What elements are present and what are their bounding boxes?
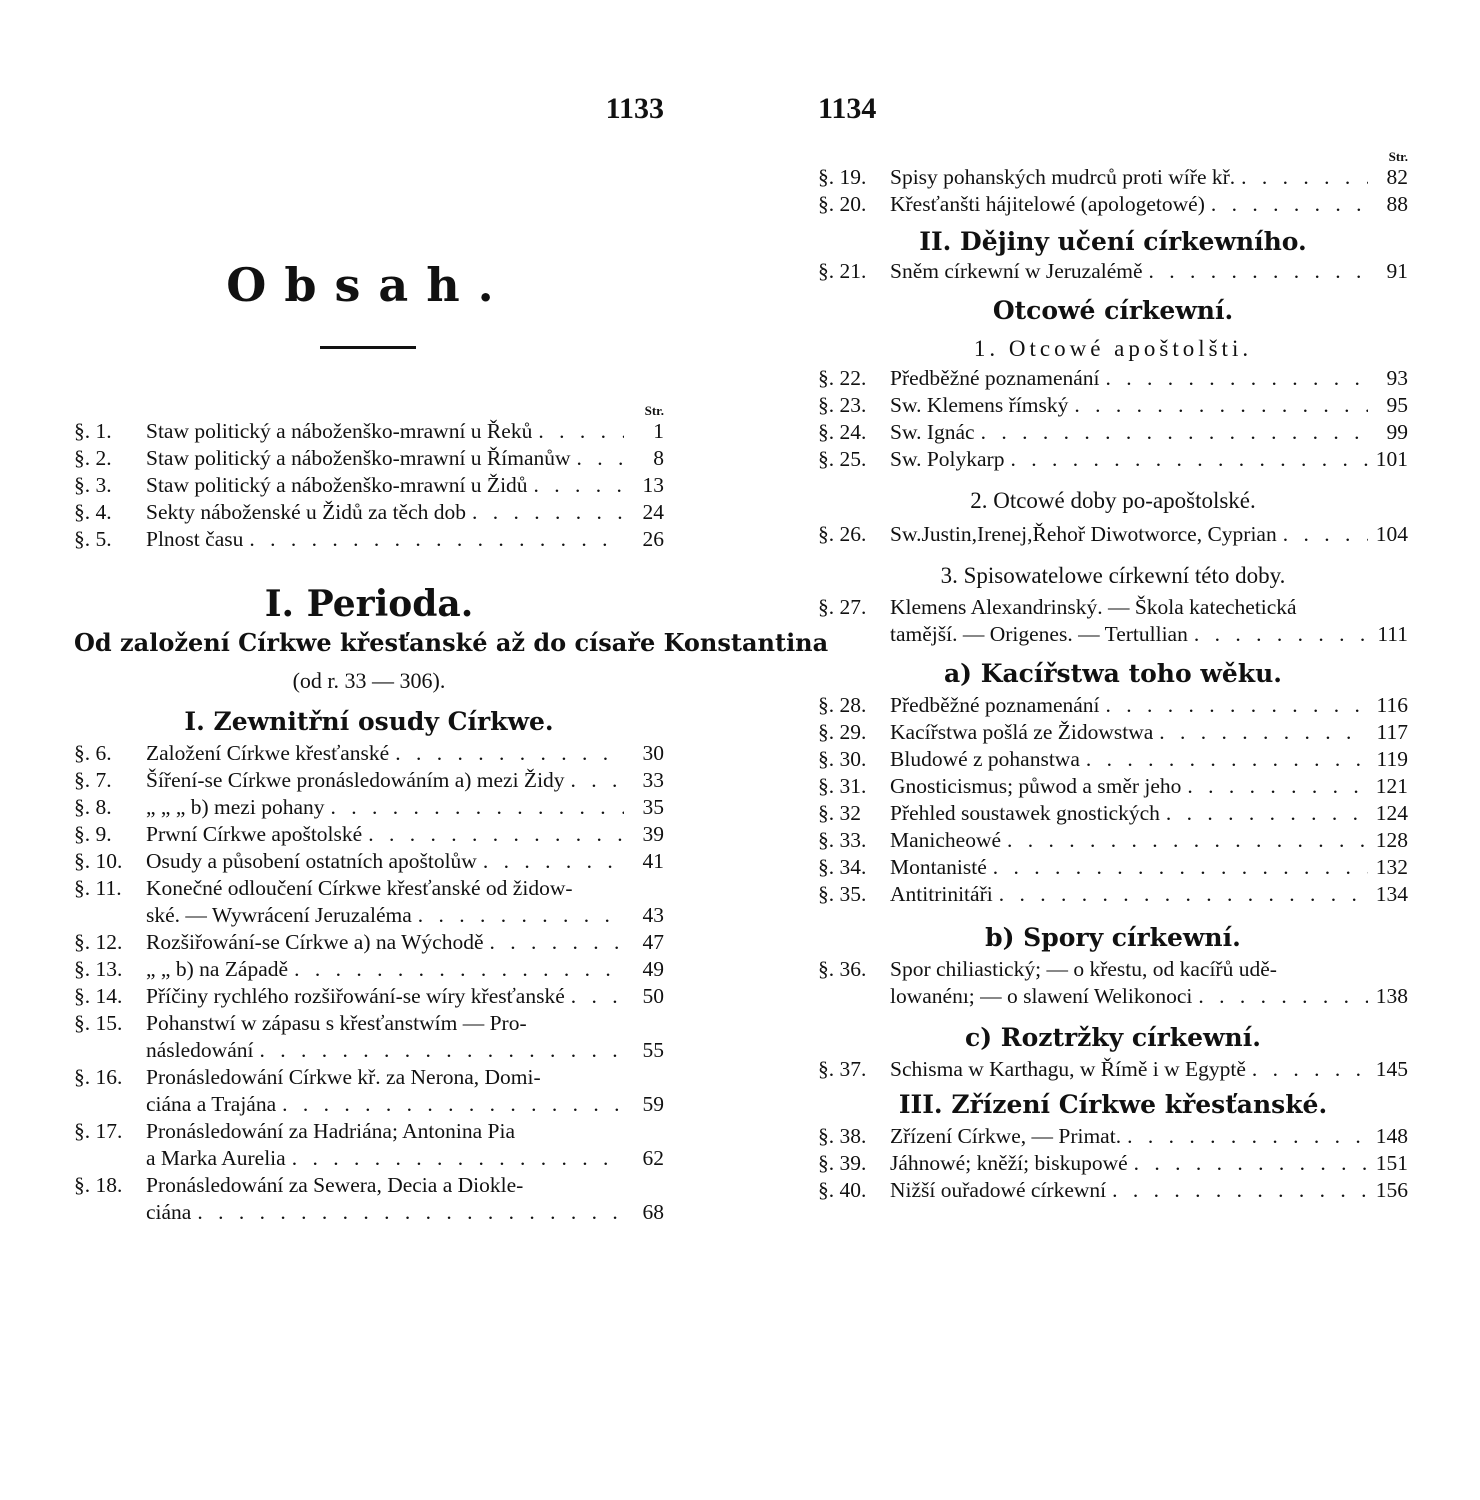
dot-leader — [1001, 827, 1368, 854]
page-ref: 95 — [1386, 393, 1408, 417]
entry-title: Staw politický a náboženško-mrawní u Římanůw — [146, 446, 571, 470]
section-number: §. 26. — [818, 522, 867, 546]
entry-title: Plnost času — [146, 527, 244, 551]
subsection-heading: 3. Spisowatelowe církewní této doby. — [940, 563, 1286, 588]
period-section — [74, 582, 829, 1226]
section-number: §. 16. — [74, 1065, 123, 1089]
toc-entry — [74, 821, 664, 848]
section-number: §. 25. — [818, 447, 867, 471]
page-ref: 134 — [1375, 882, 1408, 906]
entry-body — [146, 499, 664, 526]
toc-entry — [818, 1177, 1408, 1204]
section-number: §. 7. — [74, 768, 112, 792]
page-ref: 88 — [1386, 192, 1408, 216]
page-ref: 99 — [1386, 420, 1408, 444]
page-ref: 49 — [642, 957, 664, 981]
entry-title: Sw. Polykarp — [890, 447, 1005, 471]
toc-entry — [74, 1172, 664, 1199]
toc-entry — [818, 258, 1408, 285]
entry-title: Antitrinitáři — [890, 882, 993, 906]
toc-entry-continuation — [74, 1145, 664, 1172]
section-number: §. 33. — [818, 828, 867, 852]
page-ref: 55 — [642, 1038, 664, 1062]
toc-entry-continuation — [74, 1037, 664, 1064]
page-ref: 43 — [642, 903, 664, 927]
entry-body — [146, 1172, 664, 1199]
section-number: §. 2. — [74, 446, 112, 470]
page-ref: 121 — [1375, 774, 1408, 798]
section-number: §. 38. — [818, 1124, 867, 1148]
dot-leader — [1100, 365, 1368, 392]
section-number: §. 39. — [818, 1151, 867, 1175]
entry-title: Jáhnowé; kněží; biskupowé — [890, 1151, 1128, 1175]
section-number: §. 6. — [74, 741, 112, 765]
dot-leader — [1235, 164, 1368, 191]
entry-body — [146, 526, 664, 553]
dot-leader — [389, 740, 624, 767]
section-number: §. 4. — [74, 500, 112, 524]
section-number: §. 5. — [74, 527, 112, 551]
section-number: §. 24. — [818, 420, 867, 444]
toc-entry — [818, 594, 1408, 621]
section-number: §. 36. — [818, 957, 867, 981]
toc-entry — [818, 827, 1408, 854]
entry-body — [890, 594, 1408, 621]
toc-entry — [818, 446, 1408, 473]
page-ref: 50 — [642, 984, 664, 1008]
page-ref: 145 — [1375, 1057, 1408, 1081]
period-title: I. Perioda. — [264, 583, 474, 625]
entry-title: Sw.Justin,Irenej,Řehoř Diwotworce, Cyprian — [890, 522, 1277, 546]
page-ref: 39 — [642, 822, 664, 846]
dot-leader — [484, 929, 624, 956]
entry-body — [890, 854, 1408, 881]
entry-body — [890, 1177, 1408, 1204]
str-column-label: Str. — [644, 403, 664, 418]
entry-title: Spisy pohanských mudrců proti wíře kř. — [890, 165, 1236, 189]
dot-leader — [477, 848, 624, 875]
entry-title: ciána a Trajána — [146, 1092, 277, 1116]
toc-list — [818, 692, 1408, 908]
page-ref: 138 — [1375, 984, 1408, 1008]
dot-leader — [1181, 773, 1368, 800]
entry-body — [146, 902, 664, 929]
period-subtitle: Od založení Církwe křesťanské až do císaře Konstantina — [74, 628, 829, 657]
toc-entry — [74, 956, 664, 983]
title-rule — [320, 346, 416, 349]
dot-leader — [288, 956, 624, 983]
entry-title: Staw politický a náboženško-mrawní u Řeků — [146, 419, 533, 443]
entry-body — [890, 446, 1408, 473]
toc-entry — [818, 392, 1408, 419]
entry-title: lowanénı; — o slawení Welikonoci — [890, 984, 1193, 1008]
entry-body — [890, 164, 1408, 191]
section-number: §. 15. — [74, 1011, 123, 1035]
entry-title: a Marka Aurelia — [146, 1146, 286, 1170]
entry-title: Prwní Církwe apoštolské — [146, 822, 363, 846]
dot-leader — [532, 418, 624, 445]
toc-entry-continuation — [74, 902, 664, 929]
dot-leader — [993, 881, 1368, 908]
page-ref: 59 — [642, 1092, 664, 1116]
entry-body — [146, 1064, 664, 1091]
section-number: §. 9. — [74, 822, 112, 846]
page-number: 1133 — [605, 92, 664, 125]
page-ref: 119 — [1376, 747, 1408, 771]
period-range: (od r. 33 — 306). — [292, 668, 446, 693]
section-number: §. 1. — [74, 419, 112, 443]
entry-body — [890, 621, 1408, 648]
dot-leader — [528, 472, 624, 499]
section-number: §. 23. — [818, 393, 867, 417]
section-number: §. 28. — [818, 693, 867, 717]
entry-title: „ „ b) na Západě — [146, 957, 289, 981]
entry-title: Zřízení Církwe, — Primat. — [890, 1124, 1122, 1148]
page-ref: 117 — [1376, 720, 1408, 744]
entry-body — [890, 392, 1408, 419]
section-heading: Otcowé církewní. — [992, 296, 1234, 325]
toc-entry-continuation — [74, 1199, 664, 1226]
entry-body — [146, 956, 664, 983]
entry-title: Sw. Ignác — [890, 420, 975, 444]
dot-leader — [1153, 719, 1368, 746]
page-ref: 111 — [1377, 622, 1408, 646]
toc-entry — [74, 794, 664, 821]
toc-list — [74, 740, 664, 1226]
entry-body — [146, 1010, 664, 1037]
entry-title: ciána — [146, 1200, 192, 1224]
section-heading: II. Dějiny učení církewního. — [919, 227, 1307, 256]
entry-title: Nižší ouřadowé církewní — [890, 1178, 1107, 1202]
toc-entry-continuation — [818, 621, 1408, 648]
toc-entry — [74, 740, 664, 767]
subsection-heading: 1. Otcowé apoštolšti. — [973, 336, 1253, 361]
dot-leader — [1100, 692, 1368, 719]
entry-body — [890, 419, 1408, 446]
section-heading: III. Zřízení Církwe křesťanské. — [898, 1090, 1328, 1119]
dot-leader — [276, 1091, 624, 1118]
entry-body — [146, 767, 664, 794]
entry-body — [146, 445, 664, 472]
page-ref: 30 — [642, 741, 664, 765]
entry-body — [890, 191, 1408, 218]
toc-entry — [818, 1150, 1408, 1177]
toc-list — [818, 1123, 1408, 1204]
section-number: §. 18. — [74, 1173, 123, 1197]
toc-list — [818, 365, 1408, 473]
entry-title: Rozšiřowání-se Církwe a) na Wýchodě — [146, 930, 484, 954]
toc-entry — [74, 848, 664, 875]
entry-title: Kacířstwa pošlá ze Židowstwa — [890, 720, 1154, 744]
entry-body — [890, 258, 1408, 285]
dot-leader — [565, 767, 624, 794]
entry-body — [890, 365, 1408, 392]
dot-leader — [1160, 800, 1368, 827]
dot-leader — [191, 1199, 624, 1226]
section-number: §. 14. — [74, 984, 123, 1008]
toc-entry — [818, 746, 1408, 773]
dot-leader — [565, 983, 624, 1010]
section-number: §. 27. — [818, 595, 867, 619]
page-ref: 116 — [1376, 693, 1408, 717]
page-ref: 132 — [1375, 855, 1408, 879]
toc-list — [74, 418, 664, 553]
toc-entry — [818, 191, 1408, 218]
section-number: §. 10. — [74, 849, 123, 873]
page-ref: 128 — [1375, 828, 1408, 852]
subsection-heading: 2. Otcowé doby po-apoštolské. — [970, 488, 1256, 513]
entry-title: Předběžné poznamenání — [890, 366, 1100, 390]
entry-body — [890, 746, 1408, 773]
entry-body — [146, 1118, 664, 1145]
dot-leader — [1143, 258, 1368, 285]
entry-title: Schisma w Karthagu, w Římě i w Egyptě — [890, 1057, 1246, 1081]
toc-entry — [74, 929, 664, 956]
entry-title: Bludowé z pohanstwa — [890, 747, 1080, 771]
dot-leader — [1192, 983, 1368, 1010]
entry-body — [146, 418, 664, 445]
toc-entry — [74, 983, 664, 1010]
dot-leader — [466, 499, 624, 526]
intro-section — [74, 404, 664, 553]
toc-entry — [818, 956, 1408, 983]
dot-leader — [253, 1037, 624, 1064]
entry-title: Křesťanšti hájitelowé (apologetowé) — [890, 192, 1205, 216]
entry-body — [890, 881, 1408, 908]
page-ref: 93 — [1386, 366, 1408, 390]
entry-body — [146, 1145, 664, 1172]
entry-body — [146, 848, 664, 875]
toc-entry — [818, 881, 1408, 908]
dot-leader — [1004, 446, 1368, 473]
toc-entry — [74, 1118, 664, 1145]
page-ref: 8 — [653, 446, 664, 470]
section-number: §. 13. — [74, 957, 123, 981]
toc-entry — [818, 854, 1408, 881]
entry-title: ské. — Wywrácení Jeruzaléma — [146, 903, 412, 927]
entry-body — [890, 983, 1408, 1010]
dot-leader — [975, 419, 1368, 446]
entry-body — [146, 1091, 664, 1118]
section-number: §. 19. — [818, 165, 867, 189]
entry-body — [146, 929, 664, 956]
entry-body — [146, 740, 664, 767]
entry-title: Osudy a působení ostatních apoštolůw — [146, 849, 477, 873]
toc-entry — [818, 1123, 1408, 1150]
dot-leader — [1106, 1177, 1368, 1204]
dot-leader — [412, 902, 624, 929]
page-ref: 82 — [1386, 165, 1408, 189]
toc-list — [818, 164, 1408, 218]
page-ref: 13 — [642, 473, 664, 497]
page-number: 1134 — [818, 92, 877, 125]
toc-entry — [818, 719, 1408, 746]
entry-body — [146, 821, 664, 848]
toc-entry — [818, 365, 1408, 392]
entry-body — [890, 1123, 1408, 1150]
entry-title: Staw politický a náboženško-mrawní u Židů — [146, 473, 528, 497]
toc-entry — [74, 1064, 664, 1091]
entry-body — [890, 692, 1408, 719]
section-heading: b) Spory církewní. — [985, 923, 1241, 952]
section-number: §. 30. — [818, 747, 867, 771]
str-column-label: Str. — [1388, 149, 1408, 164]
toc-entry — [818, 419, 1408, 446]
toc-entry — [818, 800, 1408, 827]
toc-list — [818, 258, 1408, 285]
dot-leader — [243, 526, 624, 553]
entry-body — [890, 956, 1408, 983]
entry-title: Příčiny rychlého rozšiřowání-se wíry křesťanské — [146, 984, 565, 1008]
section-heading: a) Kacířstwa toho wěku. — [943, 659, 1282, 688]
section-heading: I. Zewnitřní osudy Církwe. — [184, 707, 554, 736]
dot-leader — [1068, 392, 1368, 419]
right-toc-content — [818, 150, 1408, 1204]
section-number: §. 32 — [818, 801, 861, 825]
entry-title: tamější. — Origenes. — Tertullian — [890, 622, 1188, 646]
entry-title: Předběžné poznamenání — [890, 693, 1100, 717]
page-ref: 33 — [642, 768, 664, 792]
entry-body — [890, 521, 1408, 548]
page-ref: 47 — [642, 930, 664, 954]
page-ref: 62 — [642, 1146, 664, 1170]
toc-entry-continuation — [818, 983, 1408, 1010]
toc-entry — [74, 445, 664, 472]
toc-entry — [74, 472, 664, 499]
dot-leader — [1277, 521, 1368, 548]
entry-body — [146, 472, 664, 499]
dot-leader — [1205, 191, 1368, 218]
section-number: §. 31. — [818, 774, 867, 798]
entry-title: následowání — [146, 1038, 254, 1062]
section-number: §. 3. — [74, 473, 112, 497]
entry-body — [890, 1056, 1408, 1083]
dot-leader — [1188, 621, 1368, 648]
page-ref: 35 — [642, 795, 664, 819]
dot-leader — [286, 1145, 624, 1172]
page-ref: 1 — [653, 419, 664, 443]
toc-entry-continuation — [74, 1091, 664, 1118]
page-ref: 124 — [1375, 801, 1408, 825]
section-number: §. 21. — [818, 259, 867, 283]
page-ref: 68 — [642, 1200, 664, 1224]
entry-body — [890, 1150, 1408, 1177]
toc-entry — [818, 773, 1408, 800]
page-ref: 156 — [1375, 1178, 1408, 1202]
toc-list — [818, 594, 1408, 648]
section-number: §. 40. — [818, 1178, 867, 1202]
dot-leader — [1080, 746, 1368, 773]
toc-entry — [74, 767, 664, 794]
entry-title: Přehled soustawek gnostických — [890, 801, 1160, 825]
section-number: §. 17. — [74, 1119, 123, 1143]
page-ref: 148 — [1375, 1124, 1408, 1148]
entry-body — [146, 1199, 664, 1226]
entry-body — [890, 827, 1408, 854]
entry-body — [146, 983, 664, 1010]
section-number: §. 34. — [818, 855, 867, 879]
toc-list — [818, 521, 1408, 548]
section-number: §. 11. — [74, 876, 122, 900]
entry-body — [146, 794, 664, 821]
dot-leader — [1121, 1123, 1368, 1150]
section-number: §. 37. — [818, 1057, 867, 1081]
toc-entry — [818, 692, 1408, 719]
page-title: Obsah. — [226, 258, 512, 312]
toc-entry — [818, 521, 1408, 548]
toc-entry — [818, 164, 1408, 191]
entry-title: Pronásledowání za Sewera, Decia a Diokle- — [146, 1173, 524, 1197]
entry-body — [146, 875, 664, 902]
entry-title: Pronásledowání Církwe kř. za Nerona, Domi- — [146, 1065, 541, 1089]
section-number: §. 35. — [818, 882, 867, 906]
page-ref: 91 — [1386, 259, 1408, 283]
page-ref: 151 — [1375, 1151, 1408, 1175]
entry-title: Pohanstwí w zápasu s křesťanstwím — Pro- — [146, 1011, 527, 1035]
entry-title: Klemens Alexandrinský. — Škola katechetická — [890, 595, 1297, 619]
entry-body — [890, 773, 1408, 800]
toc-entry — [818, 1056, 1408, 1083]
page-ref: 24 — [642, 500, 664, 524]
dot-leader — [1128, 1150, 1368, 1177]
toc-entry — [74, 875, 664, 902]
dot-leader — [362, 821, 624, 848]
entry-title: Šíření-se Církwe pronásledowáním a) mezi Židy — [146, 768, 565, 792]
entry-title: Konečné odloučení Církwe křesťanské od židow- — [146, 876, 573, 900]
toc-entry — [74, 499, 664, 526]
toc-entry — [74, 526, 664, 553]
entry-title: Spor chiliastický; — o křestu, od kacířů udě- — [890, 957, 1277, 981]
section-number: §. 8. — [74, 795, 112, 819]
entry-body — [890, 719, 1408, 746]
entry-title: Gnosticismus; půwod a směr jeho — [890, 774, 1182, 798]
entry-title: Pronásledowání za Hadriána; Antonina Pia — [146, 1119, 515, 1143]
section-heading: c) Roztržky církewní. — [965, 1023, 1261, 1052]
page-ref: 41 — [642, 849, 664, 873]
dot-leader — [325, 794, 625, 821]
entry-title: Sekty náboženské u Židů za těch dob — [146, 500, 467, 524]
section-number: §. 12. — [74, 930, 123, 954]
entry-title: Sw. Klemens římský — [890, 393, 1069, 417]
dot-leader — [987, 854, 1368, 881]
toc-list — [818, 956, 1408, 1010]
entry-title: Sněm církewní w Jeruzalémě — [890, 259, 1143, 283]
section-number: §. 20. — [818, 192, 867, 216]
entry-title: „ „ „ b) mezi pohany — [146, 795, 325, 819]
dot-leader — [1246, 1056, 1368, 1083]
entry-title: Manicheowé — [890, 828, 1002, 852]
section-number: §. 29. — [818, 720, 867, 744]
dot-leader — [571, 445, 624, 472]
entry-body — [890, 800, 1408, 827]
page-ref: 104 — [1375, 522, 1408, 546]
page-ref: 26 — [642, 527, 664, 551]
toc-list — [818, 1056, 1408, 1083]
page-ref: 101 — [1375, 447, 1408, 471]
entry-body — [146, 1037, 664, 1064]
entry-title: Založení Církwe křesťanské — [146, 741, 390, 765]
entry-title: Montanisté — [890, 855, 987, 879]
toc-entry — [74, 1010, 664, 1037]
section-number: §. 22. — [818, 366, 867, 390]
toc-entry — [74, 418, 664, 445]
